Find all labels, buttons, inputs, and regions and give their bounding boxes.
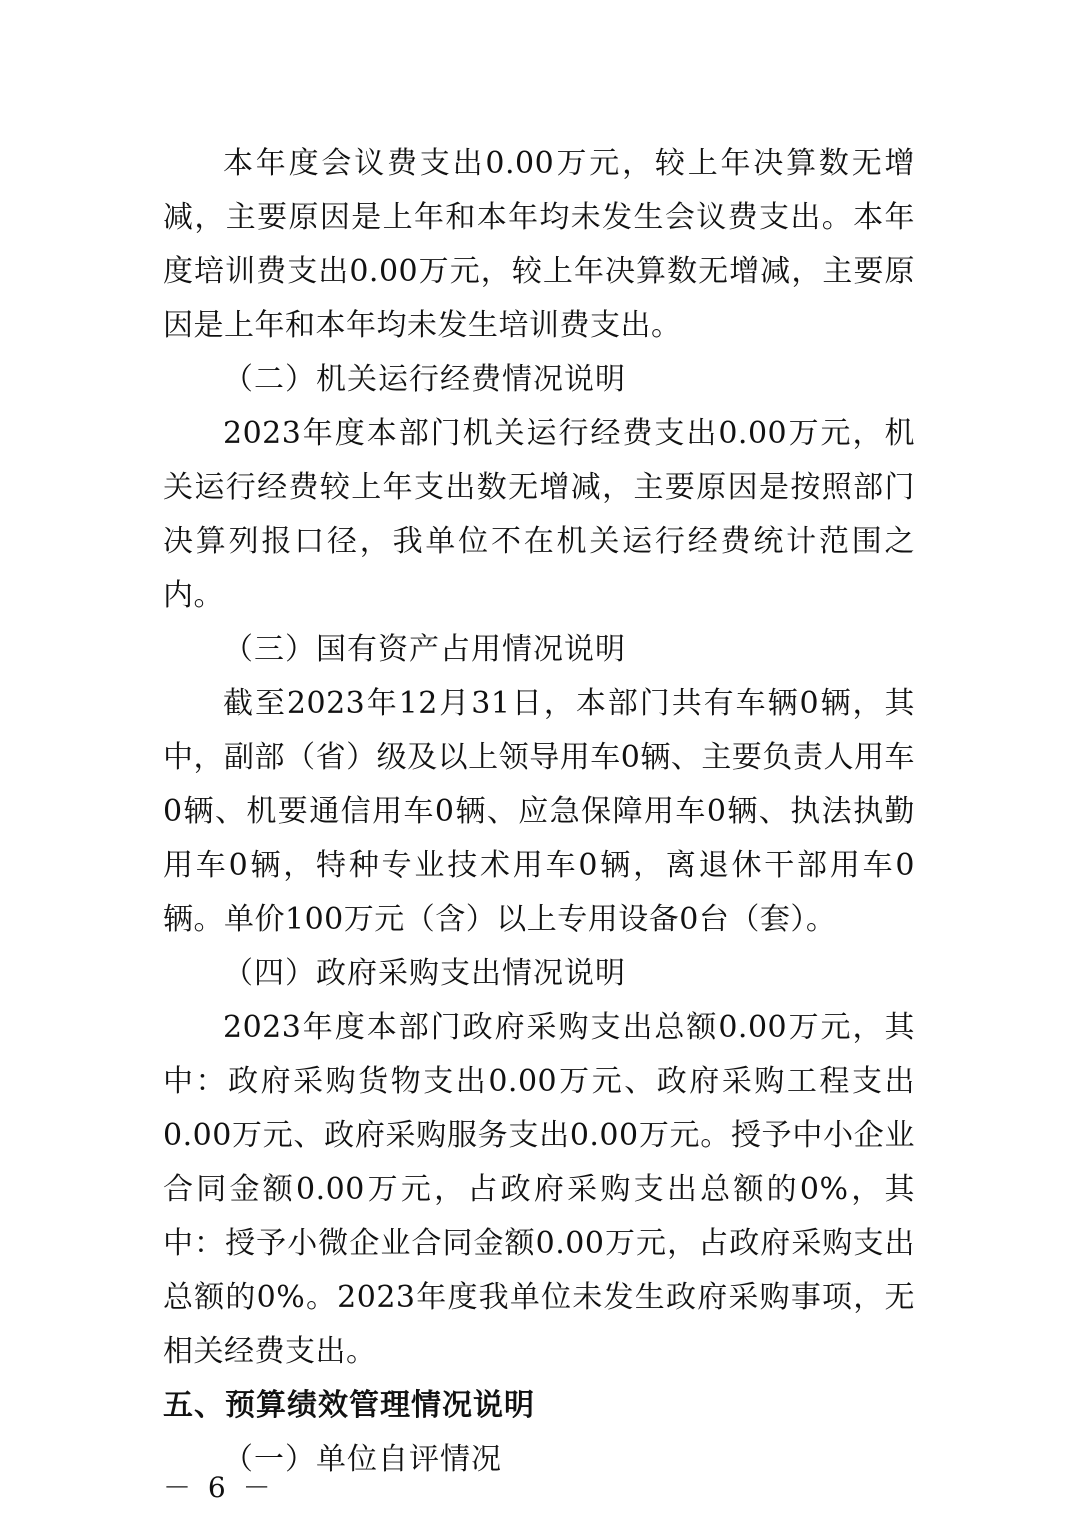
heading-state-assets: （三）国有资产占用情况说明 — [223, 632, 626, 667]
section-heading-performance-management: 五、预算绩效管理情况说明 — [163, 1388, 535, 1423]
paragraph-government-procurement: 2023年度本部门政府采购支出总额0.00万元，其中：政府采购货物支出0.00万元、政府采购工程支出0.00万元、政府采购服务支出0.00万元。授予中小企业合同金额0.00万元，占政府采购支出总额的0%，其中：授予小微企业合同金额0.00万元，占政府采购支出总额的0%。2023年度我单位未发生政府采购事项，无相关经费支出。 — [163, 1010, 915, 1369]
paragraph-state-assets: 截至2023年12月31日，本部门共有车辆0辆，其中，副部（省）级及以上领导用车0辆、主要负责人用车0辆、机要通信用车0辆、应急保障用车0辆、执法执勤用车0辆，特种专业技术用车0辆，离退休干部用车0辆。单价100万元（含）以上专用设备0台（套）。 — [163, 686, 915, 937]
paragraph-office-operating-funds: 2023年度本部门机关运行经费支出0.00万元，机关运行经费较上年支出数无增减，主要原因是按照部门决算列报口径，我单位不在机关运行经费统计范围之内。 — [163, 416, 915, 613]
page-number: － 6 － — [163, 1471, 275, 1504]
heading-office-operating-funds: （二）机关运行经费情况说明 — [223, 362, 626, 397]
heading-government-procurement: （四）政府采购支出情况说明 — [223, 956, 626, 991]
paragraph-meeting-training-fees: 本年度会议费支出0.00万元，较上年决算数无增减，主要原因是上年和本年均未发生会议费支出。本年度培训费支出0.00万元，较上年决算数无增减，主要原因是上年和本年均未发生培训费支出。 — [163, 146, 915, 343]
document-body — [163, 137, 915, 1487]
heading-self-evaluation: （一）单位自评情况 — [223, 1442, 502, 1477]
